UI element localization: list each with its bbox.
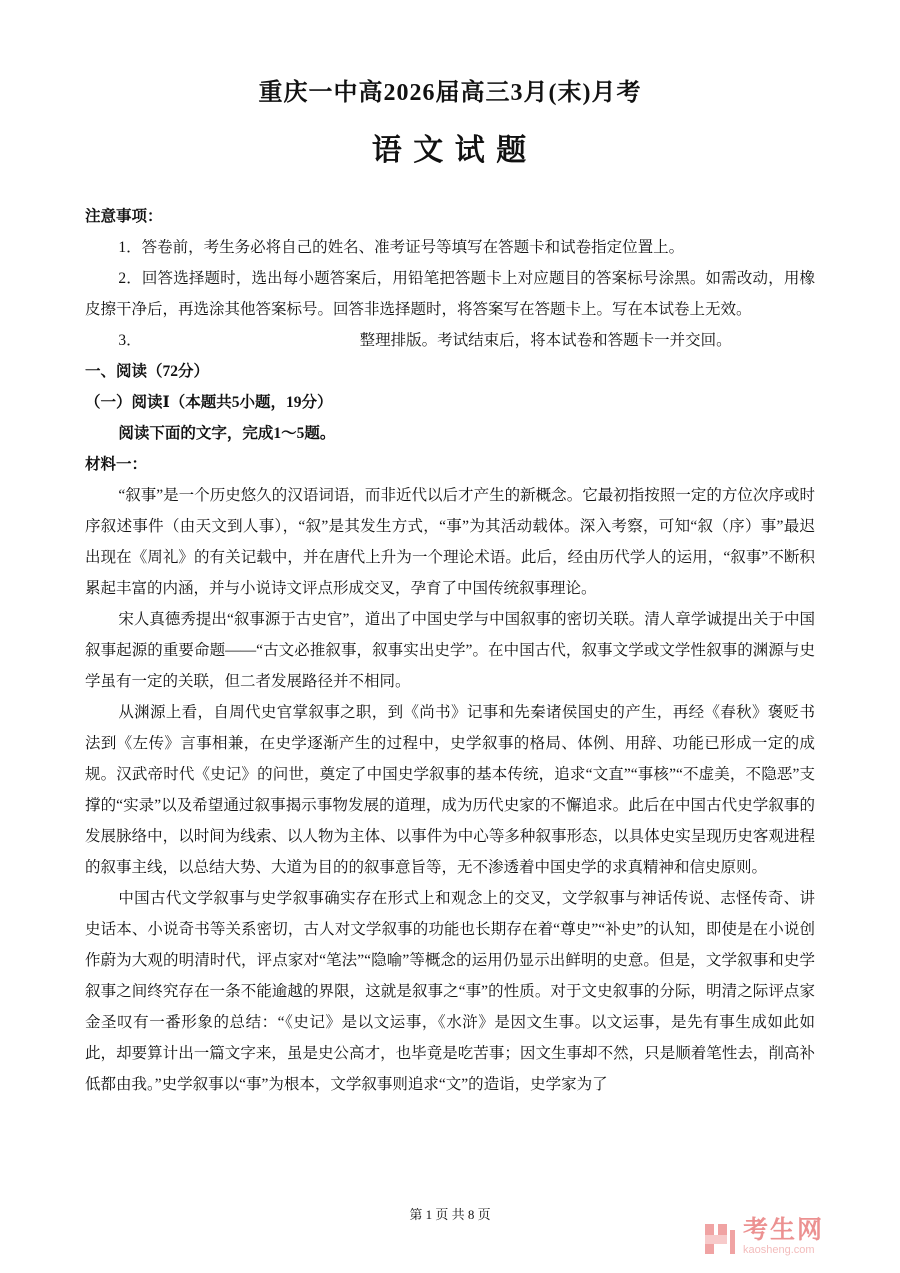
notice-item-1: 1．答卷前，考生务必将自己的姓名、准考证号等填写在答题卡和试卷指定位置上。: [118, 239, 685, 256]
exam-subject-title: 语 文 试 题: [371, 134, 529, 167]
material-1-label: 材料一：: [85, 456, 148, 473]
material-1-paragraph-3: 从渊源上看，自周代史官掌叙事之职，到《尚书》记事和先秦诸侯国史的产生，再经《春秋》褒贬书法到《左传》言事相兼，在史学逐渐产生的过程中，史学叙事的格局、体例、用辞、功能已形成一定的成规。汉武帝时代《史记》的问世，奠定了中国史学叙事的基本传统，追求“文直”“事核”“不虚美，不隐恶”支撑的“实录”以及希望通过叙事揭示事物发展的道理，成为历代史家的不懈追求。此后在中国古代史学叙事的发展脉络中，以时间为线索、以人物为主体、以事件为中心等多种叙事形态，以具体史实呈现历史客观进程的叙事主线，以总结大势、大道为目的的叙事意旨等，无不渗透着中国史学的求真精神和信史原则。: [85, 704, 815, 876]
notice-item-3-blank-space: [142, 344, 360, 345]
subsection-heading-reading-1: （一）阅读Ⅰ（本题共5小题，19分）: [85, 394, 333, 411]
material-1-paragraph-4: 中国古代文学叙事与史学叙事确实存在形式上和观念上的交叉，文学叙事与神话传说、志怪传奇、讲史话本、小说奇书等关系密切，古人对文学叙事的功能也长期存在着“尊史”“补史”的认知，即使是在小说创作蔚为大观的明清时代，评点家对“笔法”“隐喻”等概念的运用仍显示出鲜明的史意。但是，文学叙事和史学叙事之间终究存在一条不能逾越的界限，这就是叙事之“事”的性质。对于文史叙事的分际，明清之际评点家金圣叹有一番形象的总结：“《史记》是以文运事，《水浒》是因文生事。以文运事，是先有事生成如此如此，却要算计出一篇文字来，虽是史公高才，也毕竟是吃苦事；因文生事却不然，只是顺着笔性去，削高补低都由我。”史学叙事以“事”为根本，文学叙事则追求“文”的造诣，史学家为了: [85, 890, 815, 1093]
material-1-paragraph-1: “叙事”是一个历史悠久的汉语词语，而非近代以后才产生的新概念。它最初指按照一定的方位次序或时序叙述事件（由天文到人事），“叙”是其发生方式，“事”为其活动载体。深入考察，可知“叙（序）事”最迟出现在《周礼》的有关记载中，并在唐代上升为一个理论术语。此后，经由历代学人的运用，“叙事”不断积累起丰富的内涵，并与小说诗文评点形成交叉，孕育了中国传统叙事理论。: [85, 487, 815, 597]
kaosheng-site-name: 考生网: [742, 1216, 824, 1245]
kaosheng-watermark-text: [743, 1217, 824, 1257]
exam-title: 重庆一中高2026届高三3月(末)月考: [258, 80, 642, 106]
page-number-indicator: 第 1 页 共 8 页: [409, 1207, 491, 1222]
notice-item-3-text: 整理排版。考试结束后，将本试卷和答题卡一并交回。: [359, 332, 732, 349]
notice-item-3: [85, 325, 815, 356]
notice-item-2: 2．回答选择题时，选出每小题答案后，用铅笔把答题卡上对应题目的答案标号涂黑。如需改动，用橡皮擦干净后，再选涂其他答案标号。回答非选择题时，将答案写在答题卡上。写在本试卷上无效。: [85, 270, 815, 318]
notice-item-3-number: 3．: [118, 332, 142, 349]
kaosheng-logo-icon: [703, 1220, 737, 1256]
material-1-paragraph-2: 宋人真德秀提出“叙事源于古史官”，道出了中国史学与中国叙事的密切关联。清人章学诚提出关于中国叙事起源的重要命题——“古文必推叙事，叙事实出史学”。在中国古代，叙事文学或文学性叙事的渊源与史学虽有一定的关联，但二者发展路径并不相同。: [85, 611, 815, 690]
kaosheng-watermark: [703, 1217, 824, 1257]
section-heading-reading: 一、阅读（72分）: [85, 363, 210, 380]
kaosheng-site-url: kaosheng.com: [742, 1244, 815, 1257]
reading-instruction: 阅读下面的文字，完成1～5题。: [118, 425, 336, 442]
notice-heading: 注意事项：: [85, 208, 163, 225]
